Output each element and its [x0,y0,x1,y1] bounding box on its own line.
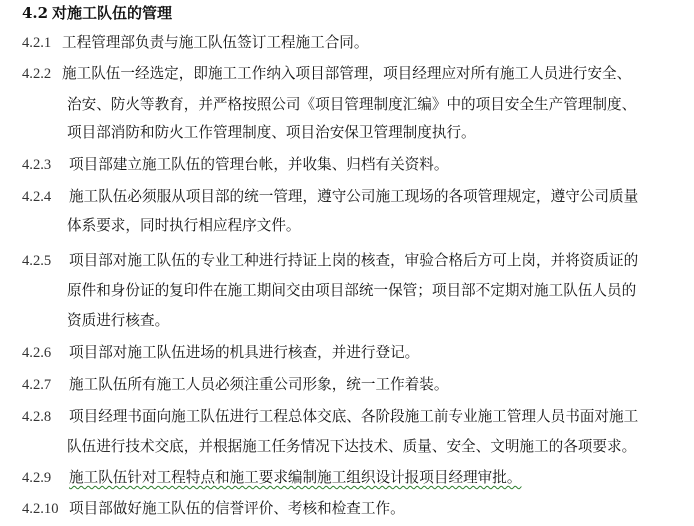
clause-number: 4.2.6 [22,345,52,361]
clause-number: 4.2.3 [22,157,52,173]
clause-text: 施工队伍必须服从项目部的统一管理，遵守公司施工现场的各项管理规定，遵守公司质量 [69,188,639,205]
clause-4-2-10 [22,496,405,522]
clause-4-2-8 [22,404,638,430]
clause-4-2-2-line-2: 治安、防火等教育，并严格按照公司《项目管理制度汇编》中的项目安全生产管理制度、 [67,96,637,113]
clause-number: 4.2.7 [22,377,52,393]
clause-text: 项目部做好施工队伍的信誉评价、考核和检查工作。 [69,500,405,517]
clause-4-2-2 [22,61,631,87]
clause-number: 4.2.5 [22,253,52,269]
clause-4-2-5-line-2: 原件和身份证的复印件在施工期间交由项目部统一保管；项目部不定期对施工队伍人员的 [67,282,637,299]
clause-4-2-2-line-3: 项目部消防和防火工作管理制度、项目治安保卫管理制度执行。 [67,124,476,141]
clause-4-2-6 [22,340,419,366]
clause-text: 项目经理书面向施工队伍进行工程总体交底、各阶段施工前专业施工管理人员书面对施工 [69,408,639,425]
clause-number: 4.2.4 [22,189,52,205]
clause-4-2-5 [22,248,638,274]
clause-number: 4.2.1 [22,35,52,51]
clause-number: 4.2.2 [22,66,52,82]
clause-4-2-4 [22,184,638,210]
clause-4-2-3 [22,152,448,178]
clause-text: 项目部对施工队伍进场的机具进行核查，并进行登记。 [69,344,420,361]
section-title: 对施工队伍的管理 [52,4,173,22]
clause-4-2-1 [22,30,368,56]
clause-text: 施工队伍一经选定，即施工工作纳入项目部管理，项目经理应对所有施工人员进行安全、 [62,65,632,82]
clause-text: 工程管理部负责与施工队伍签订工程施工合同。 [62,34,369,51]
clause-4-2-8-line-2: 队伍进行技术交底，并根据施工任务情况下达技术、质量、安全、文明施工的各项要求。 [67,438,637,455]
clause-4-2-4-line-2: 体系要求，同时执行相应程序文件。 [67,217,301,234]
clause-text: 施工队伍针对工程特点和施工要求编制施工组织设计报项目经理审批。 [69,469,522,486]
clause-4-2-9 [22,465,521,491]
clause-number: 4.2.8 [22,409,52,425]
clause-4-2-7 [22,372,448,398]
clause-text: 施工队伍所有施工人员必须注重公司形象，统一工作着装。 [69,376,449,393]
clause-text: 项目部对施工队伍的专业工种进行持证上岗的核查，审验合格后方可上岗，并将资质证的 [69,252,639,269]
section-heading [22,2,172,23]
clause-text: 项目部建立施工队伍的管理台帐，并收集、归档有关资料。 [69,156,449,173]
clause-number: 4.2.10 [22,501,59,517]
clause-4-2-5-line-3: 资质进行核查。 [67,312,170,329]
clause-number: 4.2.9 [22,470,52,486]
section-number: 4.2 [22,4,49,22]
